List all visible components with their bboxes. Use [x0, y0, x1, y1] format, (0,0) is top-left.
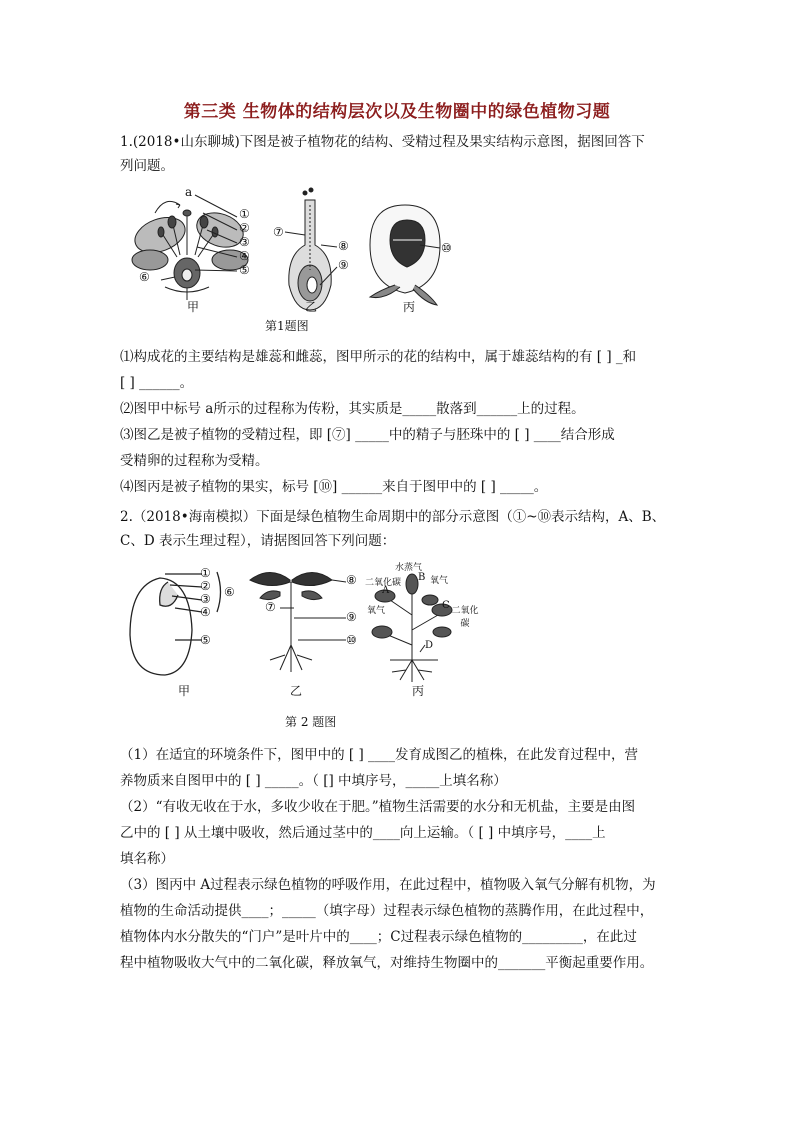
q2-part3-line2: 植物的生命活动提供____；_____（填字母）过程表示绿色植物的蒸腾作用，在此过程中，: [120, 903, 654, 919]
q2-fig-label-D: D: [425, 640, 434, 651]
q1-fig-label-yi: 乙: [305, 300, 318, 314]
q1-fig-label-a: a: [185, 185, 193, 199]
q1-part1-line1: ⑴构成花的主要结构是雄蕊和雌蕊，图甲所示的花的结构中，属于雄蕊结构的有 [ ] _和: [120, 349, 637, 365]
q1-fig-label-9: ⑨: [338, 258, 349, 272]
q2-fig-label-jia: 甲: [178, 684, 191, 698]
q2-fig-label-9: ⑨: [346, 610, 357, 624]
q2-fig-label-2: ②: [200, 579, 211, 593]
q2-fig-label-A: A: [382, 585, 390, 596]
q2-fig-label-1: ①: [200, 566, 211, 580]
q2-fig-label-co2-right: 二氧化碳: [451, 606, 479, 629]
q2-fig-label-co2-top: 二氧化碳: [365, 578, 402, 588]
q1-fig-label-10: ⑩: [441, 241, 452, 255]
q2-stem-line1: 2.（2018•海南模拟）下面是绿色植物生命周期中的部分示意图（①~⑩表示结构，A、B、: [120, 509, 666, 525]
q2-part2-line1: （2）“有收无收在于水，多收少收在于肥。”植物生活需要的水分和无机盐，主要是由图: [120, 799, 636, 815]
q2-part3-line3: 植物体内水分散失的“门户”是叶片中的____；C过程表示绿色植物的_________，在此过: [120, 929, 637, 945]
q2-part1-line2: 养物质来自图甲中的 [ ] _____。（ [] 中填序号，_____上填名称）: [120, 773, 507, 789]
q2-stem-line2: C、D 表示生理过程），请据图回答下列问题：: [120, 533, 396, 549]
q2-part2-line2: 乙中的 [ ] 从土壤中吸收，然后通过茎中的____向上运输。（ [ ] 中填序号，____上: [120, 825, 606, 841]
q2-fig-label-bing: 丙: [412, 684, 425, 698]
q2-figure-caption: 第 2 题图: [285, 715, 337, 729]
q1-stem-line2: 列问题。: [120, 158, 174, 174]
q2-fig-label-5: ⑤: [200, 633, 211, 647]
q2-fig-label-C: C: [442, 600, 450, 611]
q1-fig-label-2: ②: [239, 221, 250, 235]
q2-part2-line3: 填名称）: [120, 851, 174, 867]
q1-part3-line1: ⑶图乙是被子植物的受精过程，即 [⑦] _____中的精子与胚珠中的 [ ] ____结合形成: [120, 427, 615, 443]
q2-parts: [120, 742, 680, 976]
q2-fig-label-water: 水蒸气: [395, 563, 423, 573]
q2-stem: [120, 505, 680, 553]
q1-fig-label-bing: 丙: [403, 300, 416, 314]
q1-stem: [120, 130, 680, 178]
page-title: 第三类 生物体的结构层次以及生物圈中的绿色植物习题: [183, 102, 611, 122]
q1-fig-label-4: ④: [239, 249, 250, 263]
q2-part3-line4: 程中植物吸收大气中的二氧化碳，释放氧气，对维持生物圈中的_______平衡起重要作用。: [120, 955, 654, 971]
q2-fig-label-B: B: [418, 572, 426, 583]
q2-fig-label-8: ⑧: [346, 573, 357, 587]
q1-figure: [125, 185, 485, 335]
q1-part4: ⑷图丙是被子植物的果实，标号 [⑩] ______来自于图甲中的 [ ] _____。: [120, 479, 548, 495]
q1-fig-label-8: ⑧: [338, 239, 349, 253]
q1-part2: ⑵图甲中标号 a所示的过程称为传粉，其实质是_____散落到______上的过程。: [120, 401, 585, 417]
q1-part1-line2: [ ] ______。: [120, 375, 194, 391]
q1-fig-label-1: ①: [239, 207, 250, 221]
q1-fig-label-6: ⑥: [139, 270, 150, 284]
q1-part3-line2: 受精卵的过程称为受精。: [120, 453, 269, 469]
q1-figure-caption: 第1题图: [265, 319, 309, 333]
q2-figure: [120, 560, 480, 705]
q1-fig-label-jia: 甲: [187, 300, 200, 314]
q1-fig-label-5: ⑤: [239, 263, 250, 277]
q2-fig-label-3: ③: [200, 592, 211, 606]
q2-fig-label-4: ④: [200, 605, 211, 619]
q2-fig-label-6: ⑥: [224, 585, 235, 599]
q2-part1-line1: （1）在适宜的环境条件下，图甲中的 [ ] ____发育成图乙的植株，在此发育过程中，营: [120, 747, 638, 763]
q2-fig-label-o2-top: 氧气: [430, 576, 449, 586]
q2-fig-label-7: ⑦: [265, 600, 276, 614]
q2-fig-label-10: ⑩: [346, 633, 357, 647]
q2-fig-label-o2-left: 氧气: [367, 606, 386, 616]
q2-fig-label-yi: 乙: [290, 684, 303, 698]
q1-fig-label-7: ⑦: [273, 225, 284, 239]
q1-fig-label-3: ③: [239, 235, 250, 249]
q1-parts: [120, 344, 680, 500]
q2-part3-line1: （3）图丙中 A过程表示绿色植物的呼吸作用，在此过程中，植物吸入氧气分解有机物，为: [120, 877, 656, 893]
q1-stem-line1: 1.(2018•山东聊城)下图是被子植物花的结构、受精过程及果实结构示意图，据图回答下: [120, 134, 645, 150]
